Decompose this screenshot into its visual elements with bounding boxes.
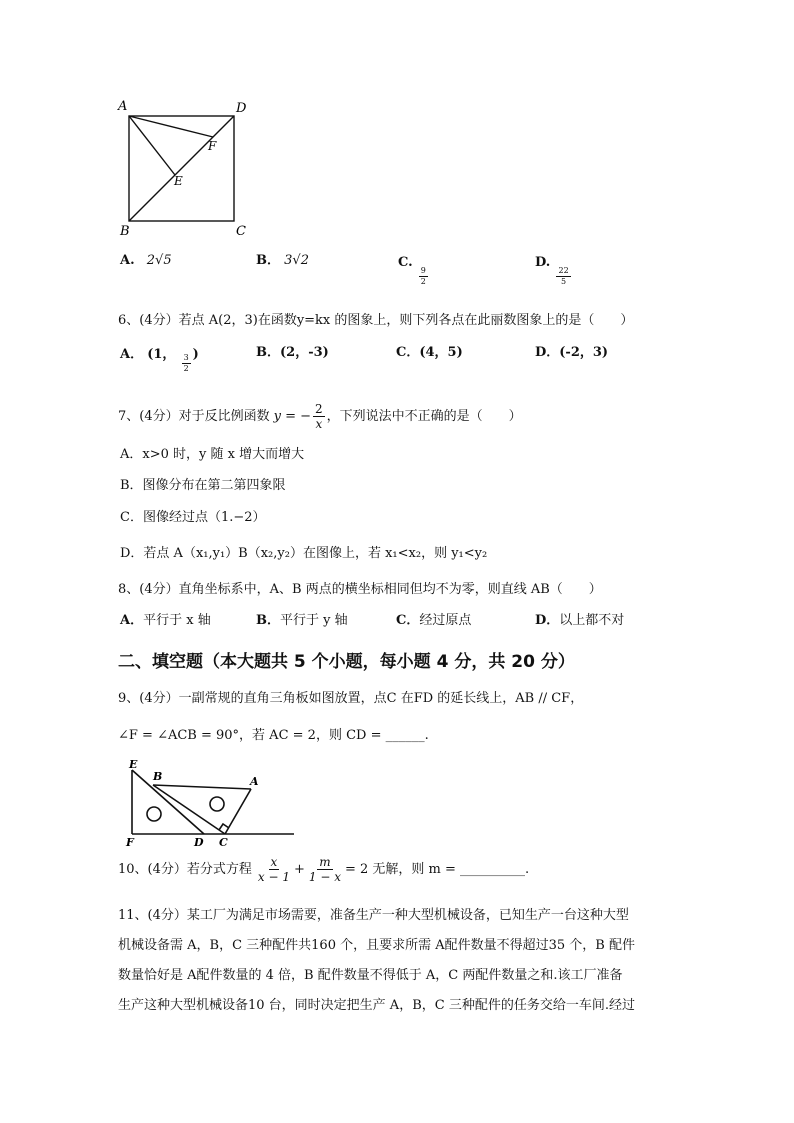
segment-ed bbox=[132, 770, 204, 834]
q8-option-b[interactable]: B．平行于 y 轴 bbox=[256, 613, 348, 628]
q10-stem: 10、(4分）若分式方程 $\frac{x}{x - 1}$ + $\frac{m}{1 - x}$ = 2 无解，则 m = __________. bbox=[118, 855, 530, 884]
q8-stem: 8、(4分）直角坐标系中，A、B 两点的横坐标相同但均不为零，则直线 AB（ ） bbox=[118, 582, 602, 597]
q10-fraction-2: $\frac{m}{1 - x}$ bbox=[308, 855, 341, 884]
label-B: B bbox=[153, 770, 163, 783]
q6-option-d[interactable]: D．(-2，3) bbox=[535, 345, 609, 360]
q6-option-c[interactable]: C．(4，5) bbox=[396, 345, 463, 360]
q8-option-c[interactable]: C．经过原点 bbox=[396, 613, 472, 628]
segment-ae bbox=[129, 116, 175, 175]
q7-option-d[interactable]: D．若点 A（x₁,y₁）B（x₂,y₂）在图像上，若 x₁<x₂，则 y₁<y₂ bbox=[120, 546, 488, 561]
segment-bc bbox=[153, 785, 225, 834]
q5-option-b[interactable]: B． 3√2 bbox=[256, 253, 309, 268]
q5-d-fraction: $\frac{22}{5}$ bbox=[558, 266, 569, 286]
label-D: D bbox=[236, 101, 247, 116]
q7-option-c[interactable]: C．图像经过点（1.−2） bbox=[120, 510, 266, 525]
q7-option-b[interactable]: B．图像分布在第二第四象限 bbox=[120, 478, 286, 493]
q6-option-a[interactable]: A． (1， $\frac{3}{2}$ ) bbox=[120, 347, 199, 373]
label-F: F bbox=[208, 139, 217, 153]
label-F: F bbox=[126, 836, 134, 848]
segment-ba bbox=[153, 785, 251, 789]
q6-a-fraction: $\frac{3}{2}$ bbox=[183, 353, 189, 373]
section-fill-in-heading: 二、填空题（本大题共 5 个小题，每小题 4 分，共 20 分） bbox=[118, 652, 575, 672]
q5-c-fraction: $\frac{9}{2}$ bbox=[420, 266, 426, 286]
q5-square-figure bbox=[112, 96, 262, 241]
q6-option-b[interactable]: B．(2，-3) bbox=[256, 345, 329, 360]
diagonal-bd bbox=[129, 116, 234, 221]
q5-option-c[interactable]: C. $\frac{9}{2}$ bbox=[398, 255, 426, 286]
q11-line4: 生产这种大型机械设备10 台，同时决定把生产 A，B，C 三种配件的任务交给一车间.经过 bbox=[118, 998, 635, 1013]
q10-fraction-1: $\frac{x}{x - 1}$ bbox=[257, 855, 290, 884]
label-B: B bbox=[120, 224, 130, 239]
q8-option-d[interactable]: D．以上都不对 bbox=[535, 613, 625, 628]
circle-left bbox=[147, 807, 161, 821]
q9-line1: 9、(4分）一副常规的直角三角板如图放置，点C 在FD 的延长线上，AB // CF， bbox=[118, 691, 584, 706]
q11-line3: 数量恰好是 A配件数量的 4 倍，B 配件数量不得低于 A，C 两配件数量之和.该工厂准备 bbox=[118, 968, 623, 983]
q7-function-fraction: $\frac{2}{x}$ bbox=[315, 402, 323, 431]
q6-stem: 6、(4分）若点 A(2，3)在函数y=kx 的图象上，则下列各点在此丽数图象上的是（ ） bbox=[118, 313, 634, 328]
label-A: A bbox=[250, 775, 259, 788]
label-D: D bbox=[194, 836, 204, 848]
label-A: A bbox=[118, 99, 128, 114]
q9-triangles-figure bbox=[122, 756, 302, 848]
circle-right bbox=[210, 797, 224, 811]
label-C: C bbox=[236, 224, 246, 239]
q8-option-a[interactable]: A．平行于 x 轴 bbox=[120, 613, 211, 628]
q5-option-a[interactable]: A. 2√5 bbox=[120, 253, 172, 268]
q7-option-a[interactable]: A．x>0 时，y 随 x 增大而增大 bbox=[120, 447, 305, 462]
q5-option-d[interactable]: D. $\frac{22}{5}$ bbox=[535, 255, 569, 286]
label-E: E bbox=[129, 758, 138, 771]
label-E: E bbox=[174, 174, 183, 188]
q11-line2: 机械设备需 A，B，C 三种配件共160 个，且要求所需 A配件数量不得超过35 个，B 配件 bbox=[118, 938, 635, 953]
q11-line1: 11、(4分）某工厂为满足市场需要，准备生产一种大型机械设备，已知生产一台这种大型 bbox=[118, 908, 629, 923]
q7-stem: 7、(4分）对于反比例函数 y = − $\frac{2}{x}$ ，下列说法中不正确的是（ ） bbox=[118, 402, 522, 431]
q9-line2: ∠F = ∠ACB = 90°，若 AC = 2，则 CD = ______. bbox=[118, 728, 429, 743]
segment-af bbox=[129, 116, 213, 137]
label-C: C bbox=[219, 836, 228, 848]
